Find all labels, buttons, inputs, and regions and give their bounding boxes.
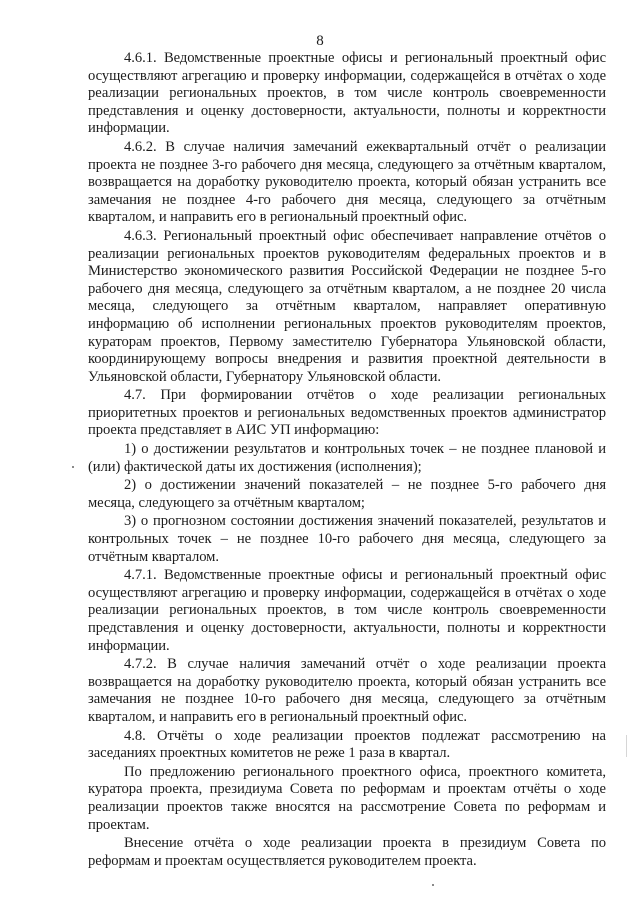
list-item-3: 3) о прогнозном состоянии достижения значений показателей, результатов и контрольных точек – не позднее 10-го рабочего дня месяца, следующего за отчётным кварталом. (88, 513, 606, 565)
document-body (88, 50, 606, 870)
scan-speck (72, 466, 74, 468)
list-item-1: 1) о достижении результатов и контрольных точек – не позднее плановой и (или) фактической даты их достижения (исполнения); (88, 441, 606, 475)
paragraph-4-7: 4.7. При формировании отчётов о ходе реализации региональных приоритетных проектов и региональных ведомственных проектов администратор проекта представляет в АИС УП информацию: (88, 387, 606, 439)
scan-speck (432, 884, 434, 886)
paragraph-4-6-3: 4.6.3. Региональный проектный офис обеспечивает направление отчётов о реализации региональных проектов руководителям федеральных проектов и в Министерство экономического развития Российской Федерации не позднее 5-го рабочего дня месяца, следующего за отчётным кварталом, а не позднее 20 числа месяца, следующего за отчётным кварталом, направляет оперативную информацию об исполнении региональных проектов руководителям проектов, кураторам проектов, Первому заместителю Губернатора Ульяновской области, координирующему вопросы внедрения и развития проектной деятельности в Ульяновской области, Губернатору Ульяновской области. (88, 227, 606, 385)
paragraph-4-8: 4.8. Отчёты о ходе реализации проектов подлежат рассмотрению на заседаниях проектных комитетов не реже 1 раза в квартал. (88, 727, 606, 762)
paragraph-proposal: По предложению регионального проектного офиса, проектного комитета, куратора проекта, президиума Совета по реформам и проектам отчёты о ходе реализации проектов также вносятся на рассмотрение Совета по реформам и проектам. (88, 763, 606, 833)
scan-edge-mark (626, 735, 627, 757)
paragraph-submission: Внесение отчёта о ходе реализации проекта в президиум Совета по реформам и проектам осуществляется руководителем проекта. (88, 835, 606, 869)
paragraph-4-6-2: 4.6.2. В случае наличия замечаний ежеквартальный отчёт о реализации проекта не позднее 3-го рабочего дня месяца, следующего за отчётным кварталом, возвращается на доработку руководителю проекта, который обязан устранить все замечания не позднее 4-го рабочего дня месяца, следующего за отчётным кварталом, и направить его в региональный проектный офис. (88, 138, 606, 226)
paragraph-4-6-1: 4.6.1. Ведомственные проектные офисы и региональный проектный офис осуществляют агрегацию и проверку информации, содержащейся в отчётах о ходе реализации региональных проектов, в том числе контроль своевременности представления и оценку достоверности, актуальности, полноты и корректности информации. (88, 50, 606, 137)
list-item-2: 2) о достижении значений показателей – не позднее 5-го рабочего дня месяца, следующего за отчётным кварталом; (88, 477, 606, 511)
page-number: 8 (316, 33, 324, 49)
paragraph-4-7-1: 4.7.1. Ведомственные проектные офисы и региональный проектный офис осуществляют агрегацию и проверку информации, содержащейся в отчётах о ходе реализации региональных проектов, в том числе контроль своевременности представления и оценку достоверности, актуальности, полноты и корректности информации. (88, 567, 606, 654)
paragraph-4-7-2: 4.7.2. В случае наличия замечаний отчёт о ходе реализации проекта возвращается на доработку руководителю проекта, который обязан устранить все замечания не позднее 10-го рабочего дня месяца, следующего за отчётным кварталом, и направить его в региональный проектный офис. (88, 656, 606, 725)
